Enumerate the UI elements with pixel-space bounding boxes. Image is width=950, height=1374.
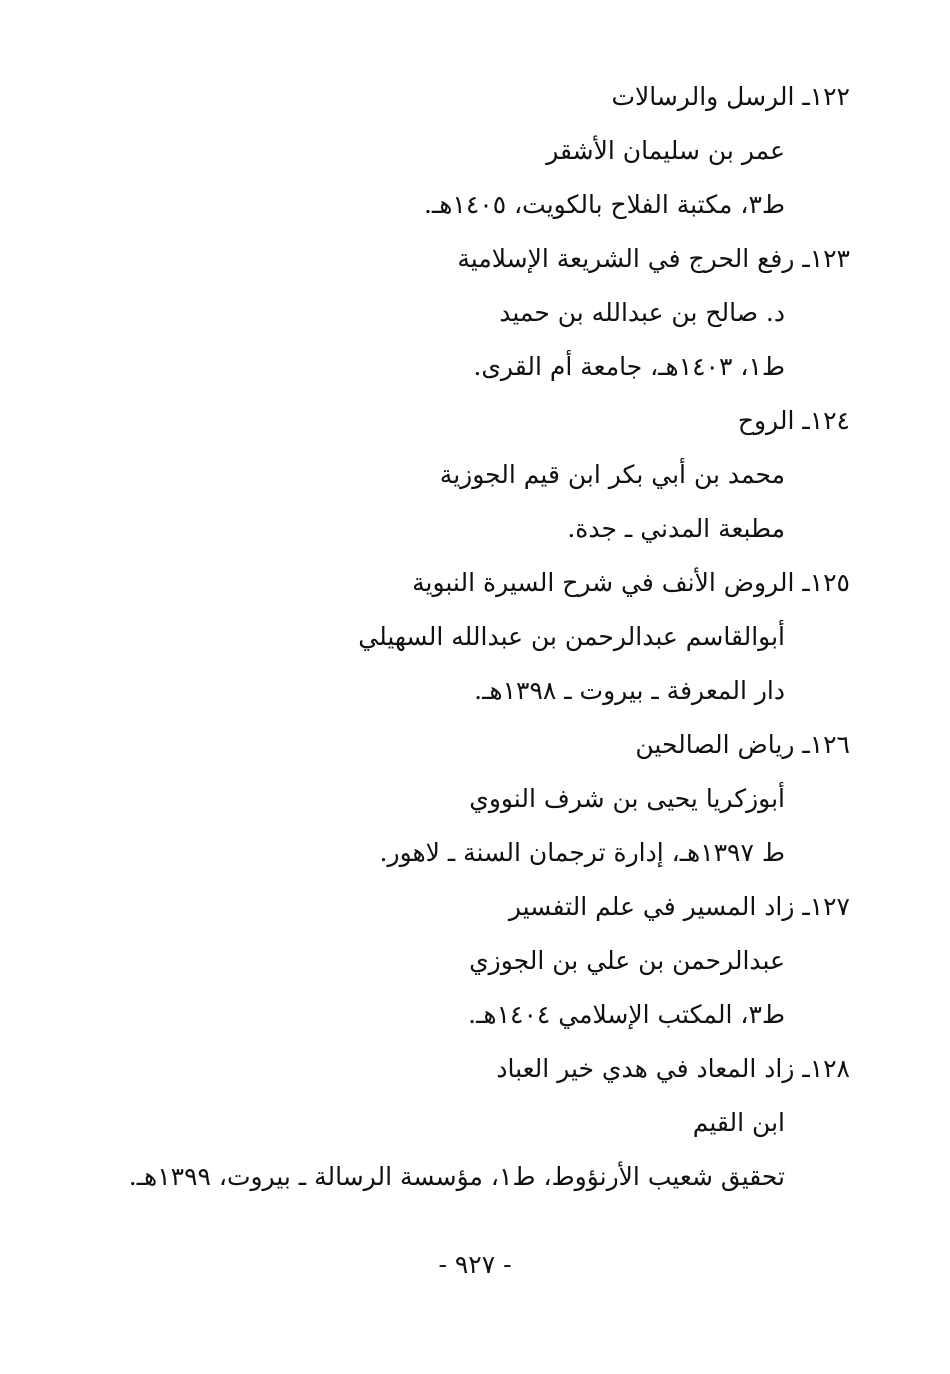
entry-title: الرسل والرسالات	[611, 82, 795, 111]
entry-dash: ـ	[794, 568, 810, 597]
entry-publication: تحقيق شعيب الأرنؤوط، ط١، مؤسسة الرسالة ـ بيروت، ١٣٩٩هـ.	[128, 1162, 785, 1191]
entry-dash: ـ	[794, 406, 810, 435]
entry-author: أبوزكريا يحيى بن شرف النووي	[469, 784, 785, 813]
entry-title-line	[150, 880, 850, 934]
entry-title: رفع الحرج في الشريعة الإسلامية	[457, 244, 795, 273]
entry-title-line	[150, 394, 850, 448]
entry-title-line	[150, 556, 850, 610]
entry-author: عبدالرحمن بن علي بن الجوزي	[469, 946, 785, 975]
entry-dash: ـ	[794, 892, 810, 921]
entry-title: الروح	[737, 406, 795, 435]
entry-publication: مطبعة المدني ـ جدة.	[567, 514, 785, 543]
entry-author: محمد بن أبي بكر ابن قيم الجوزية	[439, 460, 785, 489]
entry-dash: ـ	[794, 730, 810, 759]
entry-number: ١٢٦	[809, 730, 850, 759]
bibliography-list	[128, 70, 850, 1204]
entry-title: رياض الصالحين	[635, 730, 795, 759]
entry-dash: ـ	[794, 1054, 810, 1083]
entry-author: عمر بن سليمان الأشقر	[546, 136, 785, 165]
entry-number: ١٢٢	[809, 82, 850, 111]
entry-number: ١٢٨	[809, 1054, 850, 1083]
entry-publication: ط ١٣٩٧هـ، إدارة ترجمان السنة ـ لاهور.	[379, 838, 785, 867]
entry-number: ١٢٣	[809, 244, 850, 273]
entry-number: ١٢٤	[809, 406, 850, 435]
entry-author: ابن القيم	[692, 1108, 785, 1137]
entry-publication: ط١، ١٤٠٣هـ، جامعة أم القرى.	[473, 352, 785, 381]
entry-title: زاد المعاد في هدي خير العباد	[496, 1054, 795, 1083]
entry-publication: ط٣، المكتب الإسلامي ١٤٠٤هـ.	[468, 1000, 785, 1029]
entry-author: أبوالقاسم عبدالرحمن بن عبدالله السهيلي	[358, 622, 785, 651]
entry-title: الروض الأنف في شرح السيرة النبوية	[412, 568, 795, 597]
page-number: - ٩٢٧ -	[438, 1250, 512, 1279]
entry-publication: ط٣، مكتبة الفلاح بالكويت، ١٤٠٥هـ.	[423, 190, 785, 219]
entry-title-line	[150, 70, 850, 124]
entry-title-line	[150, 718, 850, 772]
entry-author: د. صالح بن عبدالله بن حميد	[499, 298, 785, 327]
entry-number: ١٢٧	[809, 892, 850, 921]
entry-dash: ـ	[794, 82, 810, 111]
entry-dash: ـ	[794, 244, 810, 273]
entry-title-line	[150, 1042, 850, 1096]
entry-title-line	[150, 232, 850, 286]
entry-number: ١٢٥	[809, 568, 850, 597]
entry-publication: دار المعرفة ـ بيروت ـ ١٣٩٨هـ.	[474, 676, 785, 705]
entry-title: زاد المسير في علم التفسير	[508, 892, 795, 921]
